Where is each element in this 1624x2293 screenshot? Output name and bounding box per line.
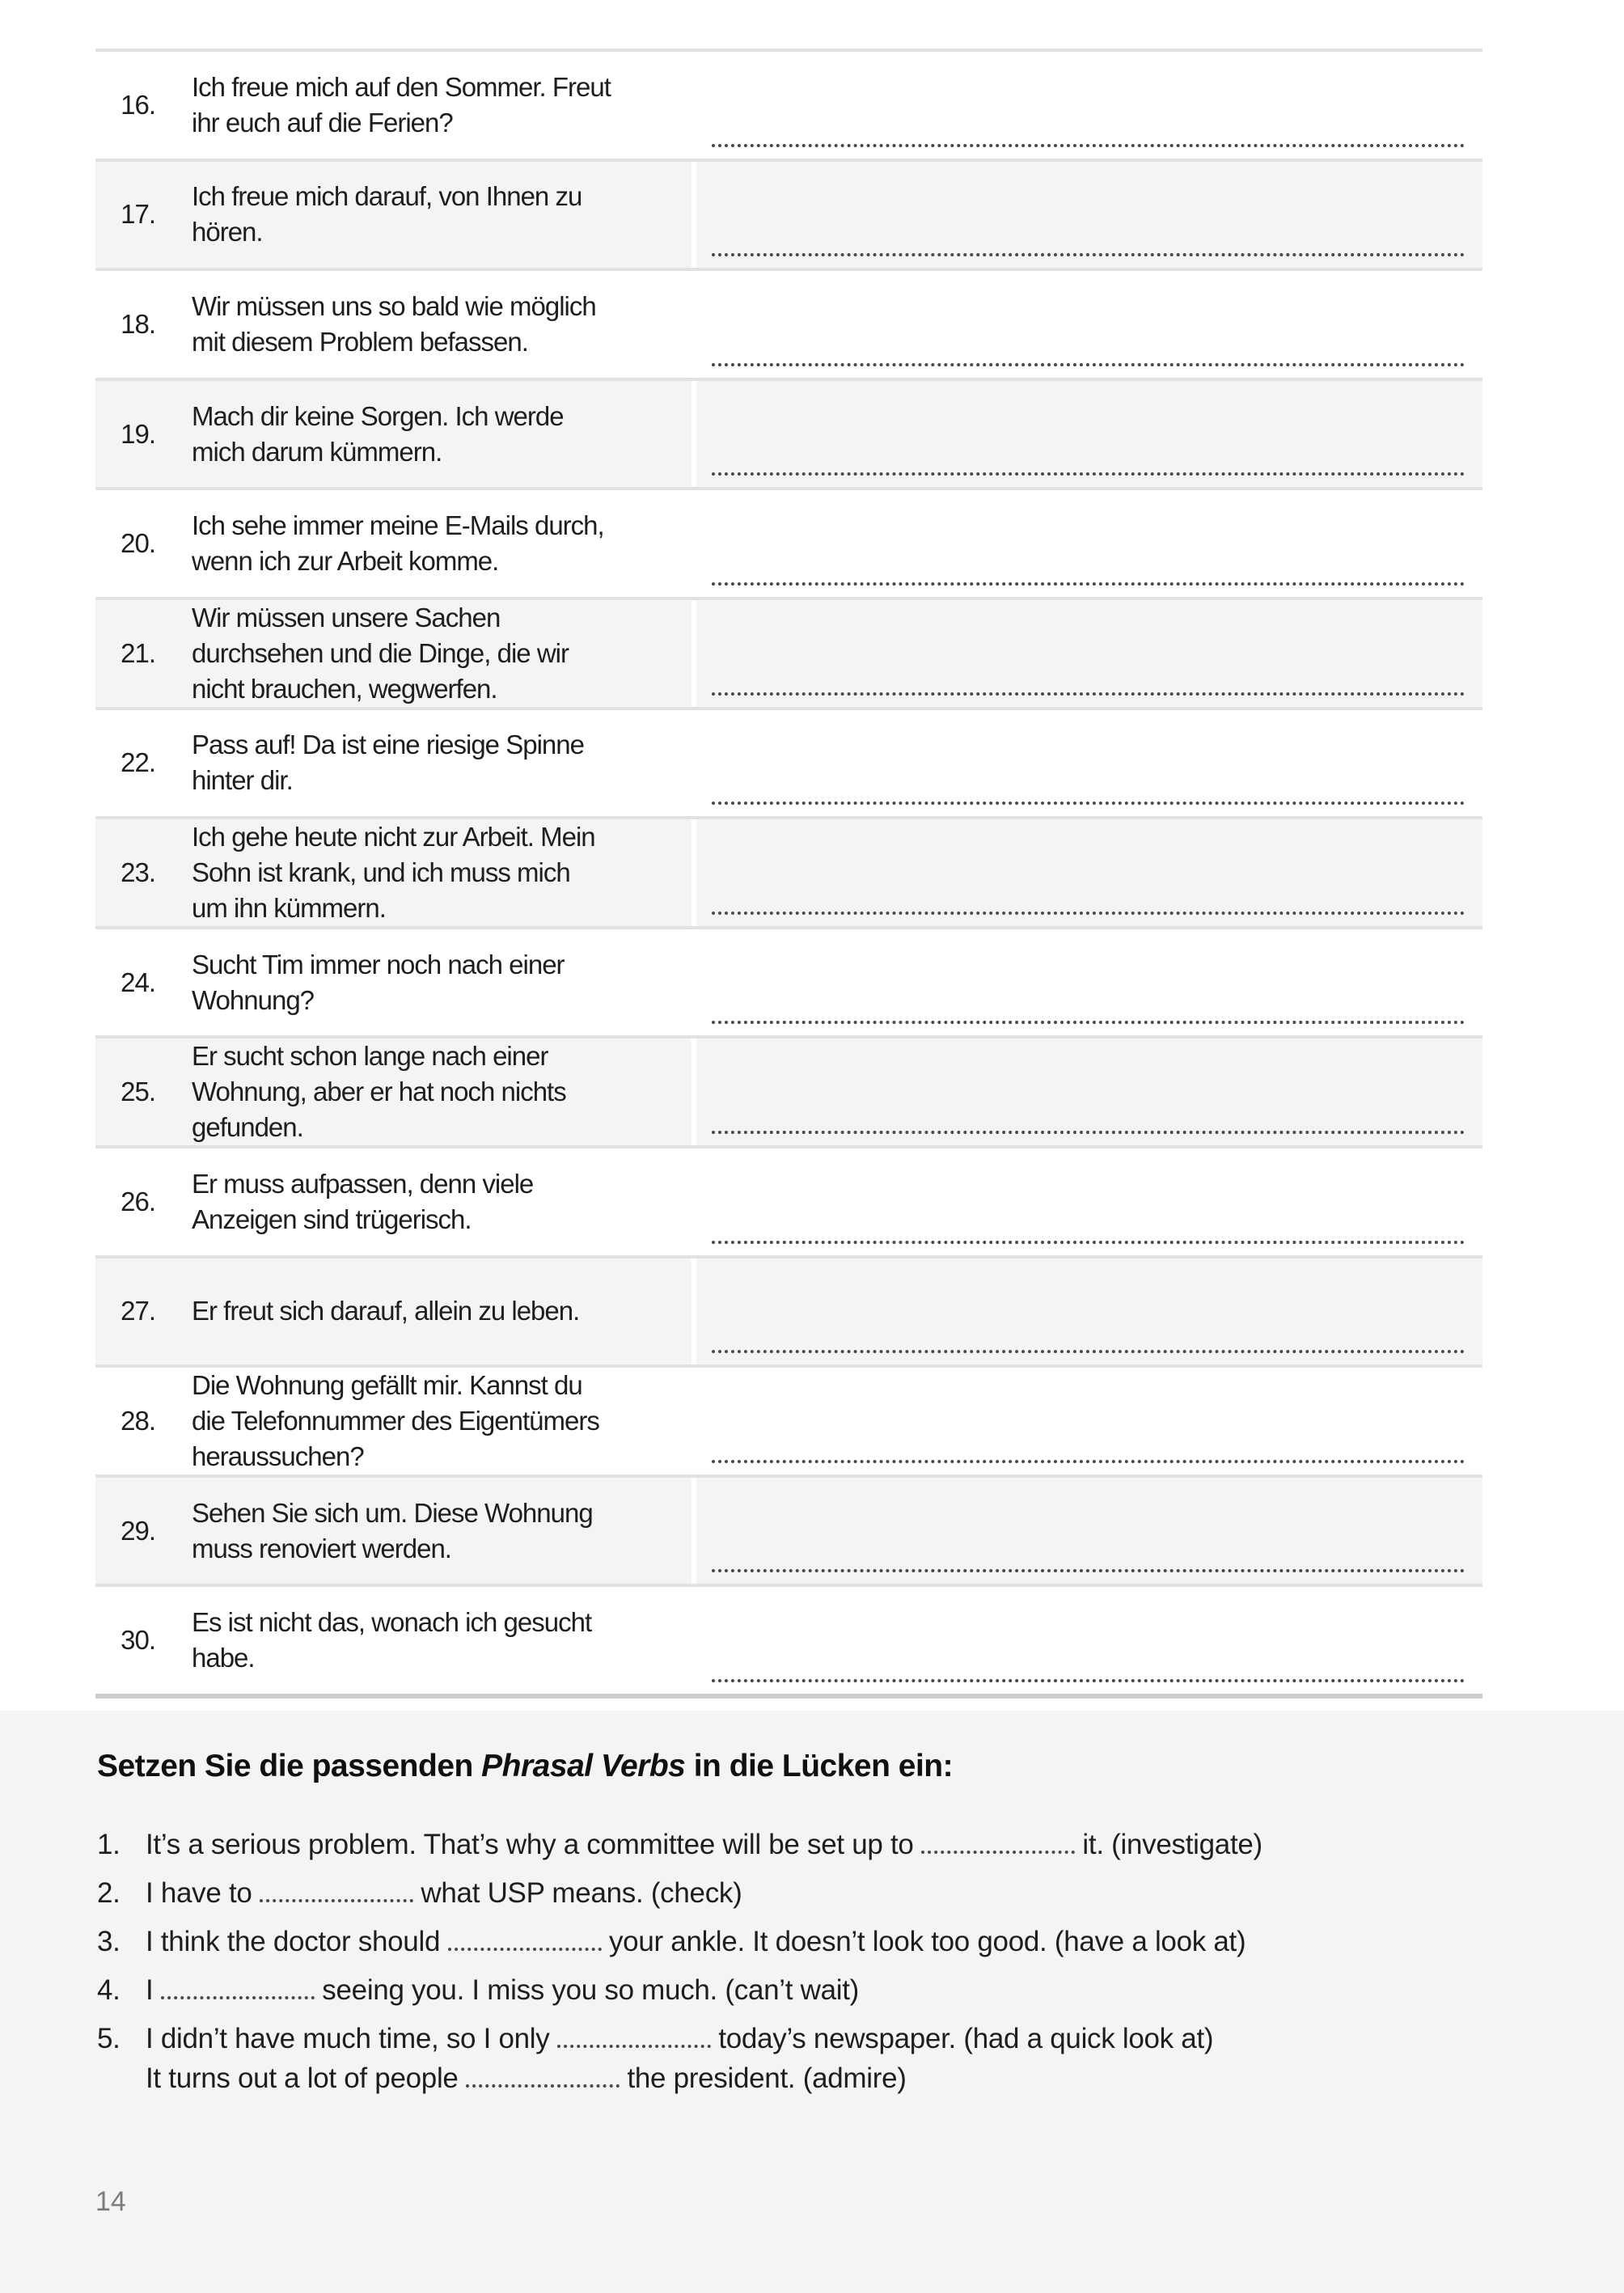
table-row (95, 1039, 1482, 1149)
exercise-item-number: 4. (97, 1974, 121, 2006)
sentence-cell (95, 819, 691, 926)
exercise-item (97, 1825, 1545, 1864)
item-number: 19. (121, 418, 155, 449)
item-text: Sehen Sie sich um. Diese Wohnung muss renoviert werden. (192, 1497, 593, 1563)
item-text: Ich gehe heute nicht zur Arbeit. Mein Sohn ist krank, und ich muss mich um ihn kümmern. (192, 821, 595, 923)
answer-dotted-line (712, 1460, 1465, 1463)
item-number: 17. (121, 199, 155, 230)
item-text: Ich freue mich darauf, von Ihnen zu hören. (192, 181, 582, 247)
answer-dotted-line (712, 253, 1465, 256)
answer-dotted-line (712, 1021, 1465, 1024)
answer-dotted-line (712, 1679, 1465, 1682)
item-number: 24. (121, 967, 155, 997)
answer-dotted-line (712, 363, 1465, 366)
answer-dotted-line (712, 1131, 1465, 1134)
table-row (95, 600, 1482, 710)
exercise-item-text: I have to what USP means. (check) (146, 1877, 742, 1909)
exercise-item (97, 1922, 1545, 1961)
item-number: 29. (121, 1515, 155, 1546)
exercise-item-text: I didn’t have much time, so I only today’s newspaper. (had a quick look at) It turns out a lot of people the president. (admire) (146, 2023, 1214, 2094)
item-number: 21. (121, 637, 155, 668)
answer-cell (696, 1149, 1482, 1255)
answer-blank (448, 1944, 602, 1951)
sentence-cell (95, 162, 691, 269)
exercise-item-number: 3. (97, 1926, 121, 1957)
answer-blank (260, 1895, 413, 1902)
table-row (95, 162, 1482, 272)
answer-dotted-line (712, 582, 1465, 586)
exercise-item-number: 5. (97, 2023, 121, 2054)
table-row (95, 1478, 1482, 1588)
item-text: Mach dir keine Sorgen. Ich werde mich darum kümmern. (192, 400, 564, 467)
item-text: Er freut sich darauf, allein zu leben. (192, 1296, 580, 1326)
item-text: Ich sehe immer meine E-Mails durch, wenn ich zur Arbeit komme. (192, 510, 604, 577)
sentence-cell (95, 490, 691, 597)
item-text: Er muss aufpassen, denn viele Anzeigen sind trügerisch. (192, 1168, 534, 1234)
answer-cell (696, 52, 1482, 159)
answer-blank (921, 1847, 1075, 1854)
sentence-cell (95, 929, 691, 1036)
answer-cell (696, 162, 1482, 269)
answer-cell (696, 929, 1482, 1036)
answer-blank (161, 1992, 315, 1999)
answer-cell (696, 271, 1482, 378)
page-number: 14 (95, 2186, 126, 2217)
sentence-cell (95, 1587, 691, 1694)
answer-cell (696, 1039, 1482, 1145)
table-row (95, 1587, 1482, 1699)
sentence-cell (95, 381, 691, 488)
item-text: Es ist nicht das, wonach ich gesucht habe. (192, 1607, 592, 1673)
sentence-cell (95, 1368, 691, 1474)
answer-cell (696, 710, 1482, 817)
sentence-cell (95, 271, 691, 378)
exercise-item (97, 2019, 1545, 2098)
answer-dotted-line (712, 802, 1465, 805)
sentence-cell (95, 1259, 691, 1365)
translation-table (95, 49, 1482, 1699)
answer-cell (696, 381, 1482, 488)
item-number: 25. (121, 1077, 155, 1107)
answer-dotted-line (712, 1241, 1465, 1244)
answer-cell (696, 819, 1482, 926)
table-row (95, 381, 1482, 491)
section-heading-emphasis: Phrasal Verbs (481, 1749, 686, 1783)
item-text: Die Wohnung gefällt mir. Kannst du die Telefonnummer des Eigentümers heraussuchen? (192, 1369, 599, 1471)
item-number: 28. (121, 1405, 155, 1436)
item-number: 20. (121, 528, 155, 559)
exercise-item (97, 1970, 1545, 2010)
item-number: 22. (121, 747, 155, 778)
table-row (95, 819, 1482, 929)
table-row (95, 271, 1482, 381)
exercise-item-text: I seeing you. I miss you so much. (can’t wait) (146, 1974, 860, 2006)
item-text: Er sucht schon lange nach einer Wohnung, aber er hat noch nichts gefunden. (192, 1041, 566, 1143)
answer-cell (696, 1368, 1482, 1474)
section-heading-prefix: Setzen Sie die passenden (97, 1749, 482, 1783)
answer-dotted-line (712, 1569, 1465, 1572)
answer-blank (466, 2080, 620, 2088)
table-row (95, 929, 1482, 1039)
exercise-item (97, 1873, 1545, 1913)
exercise-item-number: 1. (97, 1829, 121, 1860)
sentence-cell (95, 1478, 691, 1584)
answer-cell (696, 600, 1482, 707)
item-text: Sucht Tim immer noch nach einer Wohnung? (192, 949, 565, 1015)
table-row (95, 1149, 1482, 1259)
answer-dotted-line (712, 472, 1465, 476)
item-number: 18. (121, 308, 155, 339)
exercise-item-number: 2. (97, 1877, 121, 1909)
table-row (95, 1259, 1482, 1369)
item-number: 26. (121, 1186, 155, 1216)
item-number: 16. (121, 89, 155, 120)
item-text: Wir müssen unsere Sachen durchsehen und die Dinge, die wir nicht brauchen, wegwerfen. (192, 602, 569, 704)
answer-blank (557, 2041, 711, 2048)
sentence-cell (95, 52, 691, 159)
answer-cell (696, 1478, 1482, 1584)
item-number: 27. (121, 1296, 155, 1326)
table-row (95, 490, 1482, 600)
answer-dotted-line (712, 1350, 1465, 1353)
sentence-cell (95, 1149, 691, 1255)
exercise-item-text: I think the doctor should your ankle. It doesn’t look too good. (have a look at) (146, 1926, 1246, 1957)
table-row (95, 52, 1482, 162)
sentence-cell (95, 600, 691, 707)
answer-dotted-line (712, 144, 1465, 147)
item-number: 30. (121, 1625, 155, 1656)
answer-cell (696, 1587, 1482, 1694)
answer-dotted-line (712, 692, 1465, 696)
answer-dotted-line (712, 912, 1465, 915)
section-heading (97, 1746, 953, 1787)
phrasal-verbs-section (0, 1711, 1624, 2293)
exercise-list (97, 1825, 1545, 2107)
exercise-item-text: It’s a serious problem. That’s why a committee will be set up to it. (investigate) (146, 1829, 1262, 1860)
item-text: Ich freue mich auf den Sommer. Freut ihr euch auf die Ferien? (192, 71, 611, 137)
sentence-cell (95, 1039, 691, 1145)
table-row (95, 710, 1482, 820)
answer-cell (696, 490, 1482, 597)
section-heading-suffix: in die Lücken ein: (685, 1749, 954, 1783)
item-text: Wir müssen uns so bald wie möglich mit diesem Problem befassen. (192, 290, 596, 357)
item-number: 23. (121, 857, 155, 887)
sentence-cell (95, 710, 691, 817)
answer-cell (696, 1259, 1482, 1365)
table-row (95, 1368, 1482, 1478)
item-text: Pass auf! Da ist eine riesige Spinne hinter dir. (192, 730, 584, 796)
